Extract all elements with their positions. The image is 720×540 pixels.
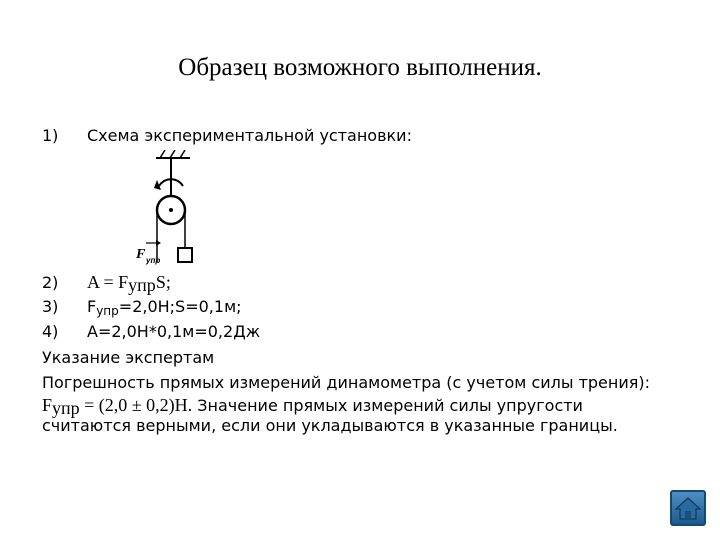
formula-lhs: A = F <box>87 272 129 292</box>
expert-force-sub: упр <box>52 398 80 418</box>
pulley-diagram <box>126 150 216 268</box>
expert-line-3: считаются верными, если они укладываются в указанные границы. <box>42 416 618 435</box>
item-number: 1) <box>42 126 59 145</box>
expert-formula: = (2,0 ± 0,2)Н. <box>79 395 193 415</box>
load-block <box>178 248 192 262</box>
item-text: А=2,0Н*0,1м=0,2Дж <box>87 322 261 341</box>
ceiling-hatch <box>180 150 185 158</box>
item-2 <box>42 272 171 295</box>
item-sub: упр <box>96 304 119 318</box>
formula-rhs: S; <box>155 272 171 292</box>
expert-force-symbol: F <box>42 395 53 415</box>
pulley-axle <box>169 208 173 212</box>
item-number: 3) <box>42 297 59 316</box>
item-3 <box>42 297 242 321</box>
expert-line-2-text: Значение прямых измерений силы упругости <box>192 396 583 415</box>
ceiling-hatch <box>170 150 175 158</box>
expert-line-1: Погрешность прямых измерений динамометра (с учетом силы трения): <box>42 373 651 392</box>
item-post: =2,0Н;S=0,1м; <box>118 297 242 316</box>
force-vector-arrowhead <box>156 240 161 246</box>
expert-line-2 <box>42 395 583 418</box>
item-number: 4) <box>42 322 59 341</box>
page-title: Образец возможного выполнения. <box>178 54 542 81</box>
item-pre: F <box>87 297 97 316</box>
force-label-sub: упр <box>146 256 161 265</box>
home-button[interactable] <box>670 490 706 526</box>
force-label: F <box>136 247 146 262</box>
formula-sub: упр <box>128 275 156 295</box>
item-number: 2) <box>42 273 59 292</box>
home-icon <box>672 492 704 524</box>
expert-heading: Указание экспертам <box>42 348 215 367</box>
item-text: Схема экспериментальной установки: <box>87 126 412 145</box>
ceiling-hatch <box>160 150 165 158</box>
item-4 <box>42 322 260 342</box>
item-1 <box>42 126 412 146</box>
